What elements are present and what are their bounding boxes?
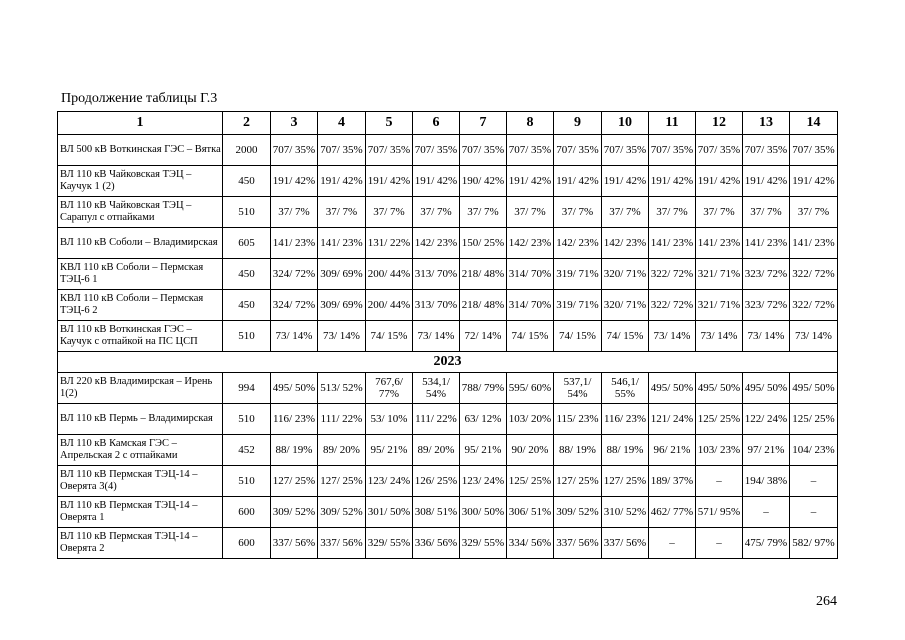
table-row [58, 373, 838, 404]
value-cell: 767,6/ 77% [366, 373, 413, 404]
value-cell: 337/ 56% [271, 528, 318, 559]
value-cell: 300/ 50% [460, 497, 507, 528]
value-cell: 141/ 23% [790, 228, 838, 259]
value-cell: 73/ 14% [790, 321, 838, 352]
value-cell: 73/ 14% [413, 321, 460, 352]
value-cell: 314/ 70% [507, 259, 554, 290]
value-cell: 707/ 35% [554, 135, 602, 166]
value-cell: – [696, 466, 743, 497]
value-cell: 191/ 42% [554, 166, 602, 197]
load-table [57, 111, 838, 559]
value-cell: 191/ 42% [366, 166, 413, 197]
column-header: 3 [271, 112, 318, 135]
value-cell: 495/ 50% [790, 373, 838, 404]
table-caption: Продолжение таблицы Г.3 [61, 91, 218, 106]
value-cell: 191/ 42% [649, 166, 696, 197]
value-cell: – [790, 497, 838, 528]
value-cell: 707/ 35% [318, 135, 366, 166]
value-cell: 116/ 23% [271, 404, 318, 435]
value-cell: 37/ 7% [790, 197, 838, 228]
value-cell: 218/ 48% [460, 290, 507, 321]
value-cell: 88/ 19% [271, 435, 318, 466]
value-cell: 337/ 56% [318, 528, 366, 559]
value-cell: 74/ 15% [602, 321, 649, 352]
value-cell: 141/ 23% [318, 228, 366, 259]
value-cell: 707/ 35% [366, 135, 413, 166]
value-cell: 319/ 71% [554, 290, 602, 321]
value-cell: 104/ 23% [790, 435, 838, 466]
column-header: 6 [413, 112, 460, 135]
length-cell: 510 [223, 404, 271, 435]
value-cell: 323/ 72% [743, 259, 790, 290]
value-cell: 336/ 56% [413, 528, 460, 559]
table-row [58, 404, 838, 435]
length-cell: 450 [223, 290, 271, 321]
value-cell: 141/ 23% [271, 228, 318, 259]
column-header: 5 [366, 112, 413, 135]
value-cell: 191/ 42% [790, 166, 838, 197]
length-cell: 2000 [223, 135, 271, 166]
value-cell: 191/ 42% [271, 166, 318, 197]
value-cell: 74/ 15% [366, 321, 413, 352]
value-cell: 309/ 69% [318, 290, 366, 321]
value-cell: 142/ 23% [507, 228, 554, 259]
page-number: 264 [816, 594, 837, 609]
value-cell: 319/ 71% [554, 259, 602, 290]
value-cell: 324/ 72% [271, 290, 318, 321]
value-cell: 191/ 42% [602, 166, 649, 197]
column-header: 10 [602, 112, 649, 135]
value-cell: 788/ 79% [460, 373, 507, 404]
value-cell: 495/ 50% [743, 373, 790, 404]
table-row [58, 290, 838, 321]
table-row [58, 166, 838, 197]
value-cell: 582/ 97% [790, 528, 838, 559]
value-cell: 103/ 20% [507, 404, 554, 435]
value-cell: 309/ 52% [271, 497, 318, 528]
length-cell: 600 [223, 528, 271, 559]
year-row [58, 352, 838, 373]
value-cell: 142/ 23% [413, 228, 460, 259]
line-name-cell: ВЛ 110 кВ Чайковская ТЭЦ – Сарапул с отпайками [58, 197, 223, 228]
value-cell: 95/ 21% [366, 435, 413, 466]
length-cell: 600 [223, 497, 271, 528]
value-cell: 97/ 21% [743, 435, 790, 466]
value-cell: 123/ 24% [460, 466, 507, 497]
value-cell: 103/ 23% [696, 435, 743, 466]
table-row [58, 466, 838, 497]
value-cell: 74/ 15% [507, 321, 554, 352]
value-cell: 127/ 25% [271, 466, 318, 497]
value-cell: 320/ 71% [602, 290, 649, 321]
value-cell: 73/ 14% [696, 321, 743, 352]
value-cell: 126/ 25% [413, 466, 460, 497]
length-cell: 994 [223, 373, 271, 404]
line-name-cell: КВЛ 110 кВ Соболи – Пермская ТЭЦ-6 1 [58, 259, 223, 290]
value-cell: 200/ 44% [366, 259, 413, 290]
value-cell: 189/ 37% [649, 466, 696, 497]
length-cell: 510 [223, 466, 271, 497]
value-cell: 95/ 21% [460, 435, 507, 466]
line-name-cell: КВЛ 110 кВ Соболи – Пермская ТЭЦ-6 2 [58, 290, 223, 321]
line-name-cell: ВЛ 110 кВ Чайковская ТЭЦ – Каучук 1 (2) [58, 166, 223, 197]
line-name-cell: ВЛ 110 кВ Пермская ТЭЦ-14 – Оверята 1 [58, 497, 223, 528]
length-cell: 450 [223, 259, 271, 290]
value-cell: 200/ 44% [366, 290, 413, 321]
value-cell: 309/ 52% [554, 497, 602, 528]
table-row [58, 228, 838, 259]
value-cell: 495/ 50% [696, 373, 743, 404]
value-cell: 308/ 51% [413, 497, 460, 528]
value-cell: 37/ 7% [460, 197, 507, 228]
value-cell: 191/ 42% [507, 166, 554, 197]
column-header: 1 [58, 112, 223, 135]
value-cell: 123/ 24% [366, 466, 413, 497]
value-cell: 37/ 7% [507, 197, 554, 228]
line-name-cell: ВЛ 110 кВ Камская ГЭС – Апрельская 2 с отпайками [58, 435, 223, 466]
value-cell: 306/ 51% [507, 497, 554, 528]
value-cell: 37/ 7% [649, 197, 696, 228]
column-header: 14 [790, 112, 838, 135]
column-header: 12 [696, 112, 743, 135]
value-cell: 313/ 70% [413, 259, 460, 290]
value-cell: 329/ 55% [460, 528, 507, 559]
column-header: 11 [649, 112, 696, 135]
value-cell: 495/ 50% [649, 373, 696, 404]
column-header: 7 [460, 112, 507, 135]
value-cell: 310/ 52% [602, 497, 649, 528]
value-cell: 125/ 25% [507, 466, 554, 497]
line-name-cell: ВЛ 500 кВ Воткинская ГЭС – Вятка [58, 135, 223, 166]
column-header: 2 [223, 112, 271, 135]
column-header: 13 [743, 112, 790, 135]
table-row [58, 197, 838, 228]
value-cell: 141/ 23% [696, 228, 743, 259]
value-cell: 313/ 70% [413, 290, 460, 321]
value-cell: 37/ 7% [318, 197, 366, 228]
value-cell: 337/ 56% [554, 528, 602, 559]
value-cell: 72/ 14% [460, 321, 507, 352]
value-cell: 127/ 25% [554, 466, 602, 497]
line-name-cell: ВЛ 110 кВ Соболи – Владимирская [58, 228, 223, 259]
value-cell: 475/ 79% [743, 528, 790, 559]
value-cell: 37/ 7% [696, 197, 743, 228]
value-cell: 141/ 23% [743, 228, 790, 259]
table-row [58, 259, 838, 290]
value-cell: 74/ 15% [554, 321, 602, 352]
value-cell: 462/ 77% [649, 497, 696, 528]
value-cell: 571/ 95% [696, 497, 743, 528]
value-cell: 707/ 35% [271, 135, 318, 166]
value-cell: 322/ 72% [649, 290, 696, 321]
value-cell: 127/ 25% [602, 466, 649, 497]
value-cell: 320/ 71% [602, 259, 649, 290]
line-name-cell: ВЛ 110 кВ Пермская ТЭЦ-14 – Оверята 2 [58, 528, 223, 559]
value-cell: 88/ 19% [554, 435, 602, 466]
value-cell: 150/ 25% [460, 228, 507, 259]
value-cell: 321/ 71% [696, 290, 743, 321]
line-name-cell: ВЛ 110 кВ Воткинская ГЭС – Каучук с отпайкой на ПС ЦСП [58, 321, 223, 352]
value-cell: 73/ 14% [318, 321, 366, 352]
value-cell: 321/ 71% [696, 259, 743, 290]
value-cell: 707/ 35% [649, 135, 696, 166]
length-cell: 605 [223, 228, 271, 259]
value-cell: 90/ 20% [507, 435, 554, 466]
value-cell: 314/ 70% [507, 290, 554, 321]
value-cell: 329/ 55% [366, 528, 413, 559]
value-cell: 121/ 24% [649, 404, 696, 435]
table-row [58, 435, 838, 466]
value-cell: 37/ 7% [413, 197, 460, 228]
value-cell: 309/ 52% [318, 497, 366, 528]
table-row [58, 135, 838, 166]
value-cell: 111/ 22% [413, 404, 460, 435]
value-cell: 309/ 69% [318, 259, 366, 290]
value-cell: 337/ 56% [602, 528, 649, 559]
value-cell: 218/ 48% [460, 259, 507, 290]
column-header: 8 [507, 112, 554, 135]
value-cell: 707/ 35% [790, 135, 838, 166]
value-cell: 73/ 14% [743, 321, 790, 352]
value-cell: 707/ 35% [460, 135, 507, 166]
value-cell: 125/ 25% [696, 404, 743, 435]
value-cell: 141/ 23% [649, 228, 696, 259]
value-cell: 142/ 23% [554, 228, 602, 259]
value-cell: 537,1/ 54% [554, 373, 602, 404]
value-cell: 194/ 38% [743, 466, 790, 497]
line-name-cell: ВЛ 220 кВ Владимирская – Ирень 1(2) [58, 373, 223, 404]
table-row [58, 321, 838, 352]
value-cell: 534,1/ 54% [413, 373, 460, 404]
value-cell: 191/ 42% [318, 166, 366, 197]
header-row [58, 112, 838, 135]
value-cell: 53/ 10% [366, 404, 413, 435]
value-cell: – [790, 466, 838, 497]
length-cell: 510 [223, 321, 271, 352]
value-cell: 595/ 60% [507, 373, 554, 404]
value-cell: 37/ 7% [271, 197, 318, 228]
length-cell: 450 [223, 166, 271, 197]
value-cell: 322/ 72% [790, 259, 838, 290]
value-cell: 191/ 42% [413, 166, 460, 197]
value-cell: 707/ 35% [602, 135, 649, 166]
value-cell: 37/ 7% [602, 197, 649, 228]
value-cell: 707/ 35% [507, 135, 554, 166]
line-name-cell: ВЛ 110 кВ Пермь – Владимирская [58, 404, 223, 435]
value-cell: 73/ 14% [271, 321, 318, 352]
value-cell: 37/ 7% [743, 197, 790, 228]
value-cell: 125/ 25% [790, 404, 838, 435]
value-cell: 111/ 22% [318, 404, 366, 435]
value-cell: 495/ 50% [271, 373, 318, 404]
value-cell: 191/ 42% [743, 166, 790, 197]
value-cell: – [743, 497, 790, 528]
value-cell: 115/ 23% [554, 404, 602, 435]
length-cell: 452 [223, 435, 271, 466]
value-cell: 546,1/ 55% [602, 373, 649, 404]
value-cell: 324/ 72% [271, 259, 318, 290]
value-cell: – [649, 528, 696, 559]
value-cell: 88/ 19% [602, 435, 649, 466]
value-cell: 89/ 20% [413, 435, 460, 466]
value-cell: 131/ 22% [366, 228, 413, 259]
year-label: 2023 [58, 352, 838, 373]
column-header: 9 [554, 112, 602, 135]
value-cell: 63/ 12% [460, 404, 507, 435]
value-cell: – [696, 528, 743, 559]
value-cell: 191/ 42% [696, 166, 743, 197]
value-cell: 142/ 23% [602, 228, 649, 259]
table-row [58, 497, 838, 528]
value-cell: 322/ 72% [649, 259, 696, 290]
column-header: 4 [318, 112, 366, 135]
value-cell: 37/ 7% [554, 197, 602, 228]
line-name-cell: ВЛ 110 кВ Пермская ТЭЦ-14 – Оверята 3(4) [58, 466, 223, 497]
value-cell: 707/ 35% [743, 135, 790, 166]
value-cell: 322/ 72% [790, 290, 838, 321]
value-cell: 73/ 14% [649, 321, 696, 352]
value-cell: 323/ 72% [743, 290, 790, 321]
value-cell: 89/ 20% [318, 435, 366, 466]
value-cell: 122/ 24% [743, 404, 790, 435]
value-cell: 190/ 42% [460, 166, 507, 197]
value-cell: 707/ 35% [413, 135, 460, 166]
value-cell: 116/ 23% [602, 404, 649, 435]
value-cell: 301/ 50% [366, 497, 413, 528]
value-cell: 96/ 21% [649, 435, 696, 466]
length-cell: 510 [223, 197, 271, 228]
value-cell: 37/ 7% [366, 197, 413, 228]
value-cell: 513/ 52% [318, 373, 366, 404]
value-cell: 334/ 56% [507, 528, 554, 559]
value-cell: 707/ 35% [696, 135, 743, 166]
table-row [58, 528, 838, 559]
value-cell: 127/ 25% [318, 466, 366, 497]
